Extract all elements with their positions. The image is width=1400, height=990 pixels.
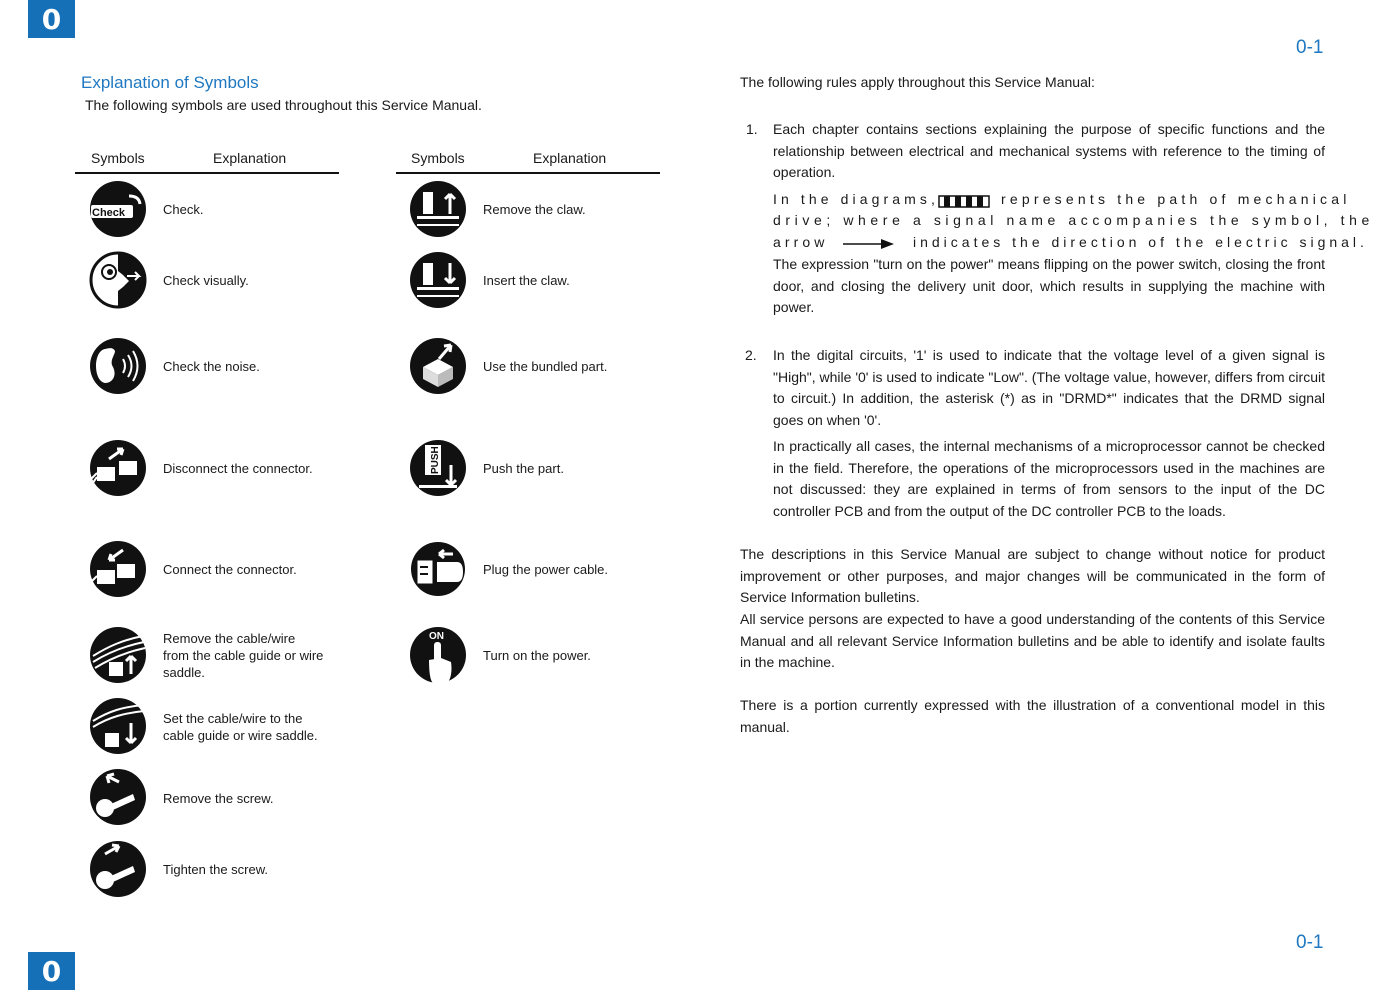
symbol-text-check-noise: Check the noise. xyxy=(163,359,260,374)
rule1-diagram-line2: drive; where a signal name accompanies the symbol, the xyxy=(773,212,1374,228)
ear-noise-icon xyxy=(89,337,147,395)
cable-remove-icon xyxy=(89,626,147,684)
page-number-bottom: 0-1 xyxy=(1296,932,1324,953)
para-conventional-model: There is a portion currently expressed with the illustration of a conventional model in this manual. xyxy=(740,697,1325,735)
rule1-diagram-line3b: indicates the direction of the electric signal. xyxy=(913,234,1368,250)
rule1-text: Each chapter contains sections explaining the purpose of specific functions and the relationship between electrical and mechanical systems with reference to the timing of operation. xyxy=(773,121,1325,181)
col2-header-symbols: Symbols xyxy=(411,150,465,166)
check-icon xyxy=(89,180,147,238)
signal-arrow-symbol xyxy=(843,238,895,250)
screw-remove-icon xyxy=(89,768,147,826)
svg-text:PUSH: PUSH xyxy=(430,446,441,474)
symbol-text-tighten-screw: Tighten the screw. xyxy=(163,862,269,877)
claw-remove-icon xyxy=(409,180,467,238)
push-part-icon xyxy=(409,439,467,497)
symbol-text-check-visually: Check visually. xyxy=(163,273,249,288)
symbol-text-remove-cable: Remove the cable/wire from the cable guide or wire saddle. xyxy=(163,631,324,680)
rule1-diagram-line1b: represents the path of mechanical xyxy=(1001,191,1351,207)
col1-header-rule xyxy=(75,172,339,174)
power-on-icon xyxy=(409,626,467,684)
symbol-text-check: Check. xyxy=(163,202,204,217)
rule1-diagram-line3a: arrow xyxy=(773,234,829,250)
chapter-tab-bottom: 0 xyxy=(28,952,75,990)
claw-insert-icon xyxy=(409,251,467,309)
symbol-text-remove-screw: Remove the screw. xyxy=(163,791,274,806)
connector-connect-icon xyxy=(89,540,147,598)
svg-text:ON: ON xyxy=(429,631,444,642)
rule2-text: In the digital circuits, '1' is used to indicate that the voltage level of a given signal is "High", while '0' is used to indicate "Low". (The voltage value, however, differs from circuit to circuit.) In addition, the asterisk (*) as in "DRMD*" indicates that the DRMD signal goes on when '0'. xyxy=(773,347,1325,428)
power-plug-icon xyxy=(409,540,467,598)
rule1-number: 1. xyxy=(746,121,758,137)
col1-header-symbols: Symbols xyxy=(91,150,145,166)
symbol-text-disconnect-connector: Disconnect the connector. xyxy=(163,461,313,476)
symbol-text-set-cable: Set the cable/wire to the cable guide or wire saddle. xyxy=(163,711,318,743)
bundled-part-icon xyxy=(409,337,467,395)
chapter-tab-top: 0 xyxy=(28,0,75,38)
svg-text:Check: Check xyxy=(92,207,126,219)
para-change-notice: The descriptions in this Service Manual are subject to change without notice for product improvement or other purposes, and major changes will be communicated in the form of Service Information bulletins. xyxy=(740,546,1325,606)
col1-header-explanation: Explanation xyxy=(213,150,287,166)
symbol-text-push-part: Push the part. xyxy=(483,461,564,476)
symbol-text-remove-claw: Remove the claw. xyxy=(483,202,586,217)
rule2-text2: In practically all cases, the internal mechanisms of a microprocessor cannot be checked in the field. Therefore, the operations of the microprocessors used in the machines are not discussed: they are explained in terms of from sensors to the input of the DC controller PCB and from the output of the DC controller PCB to the loads. xyxy=(773,438,1325,519)
para-service-persons: All service persons are expected to have a good understanding of the contents of this Service Manual and all relevant Service Information bulletins and be able to identify and isolate faults in the machine. xyxy=(740,611,1325,671)
mechanical-drive-symbol xyxy=(938,195,990,208)
section-intro: The following symbols are used throughout this Service Manual. xyxy=(85,97,482,113)
symbol-text-insert-claw: Insert the claw. xyxy=(483,273,570,288)
symbol-text-connect-connector: Connect the connector. xyxy=(163,562,297,577)
rule2-number: 2. xyxy=(745,347,757,363)
col2-header-rule xyxy=(396,172,660,174)
col2-header-explanation: Explanation xyxy=(533,150,607,166)
symbol-text-bundled-part: Use the bundled part. xyxy=(483,359,608,374)
eye-icon xyxy=(89,251,147,309)
screw-tighten-icon xyxy=(89,840,147,898)
connector-disconnect-icon xyxy=(89,439,147,497)
symbol-text-turn-on-power: Turn on the power. xyxy=(483,648,591,663)
rule1-diagram-line1a: In the diagrams, xyxy=(773,191,939,207)
rules-intro: The following rules apply throughout this Service Manual: xyxy=(740,74,1095,90)
cable-set-icon xyxy=(89,697,147,755)
page-number-top: 0-1 xyxy=(1296,37,1324,58)
section-title: Explanation of Symbols xyxy=(81,73,259,92)
symbol-text-plug-power-cable: Plug the power cable. xyxy=(483,562,609,577)
rule1-power-text: The expression "turn on the power" means flipping on the power switch, closing the front door, and closing the delivery unit door, which results in supplying the machine with power. xyxy=(773,256,1325,316)
